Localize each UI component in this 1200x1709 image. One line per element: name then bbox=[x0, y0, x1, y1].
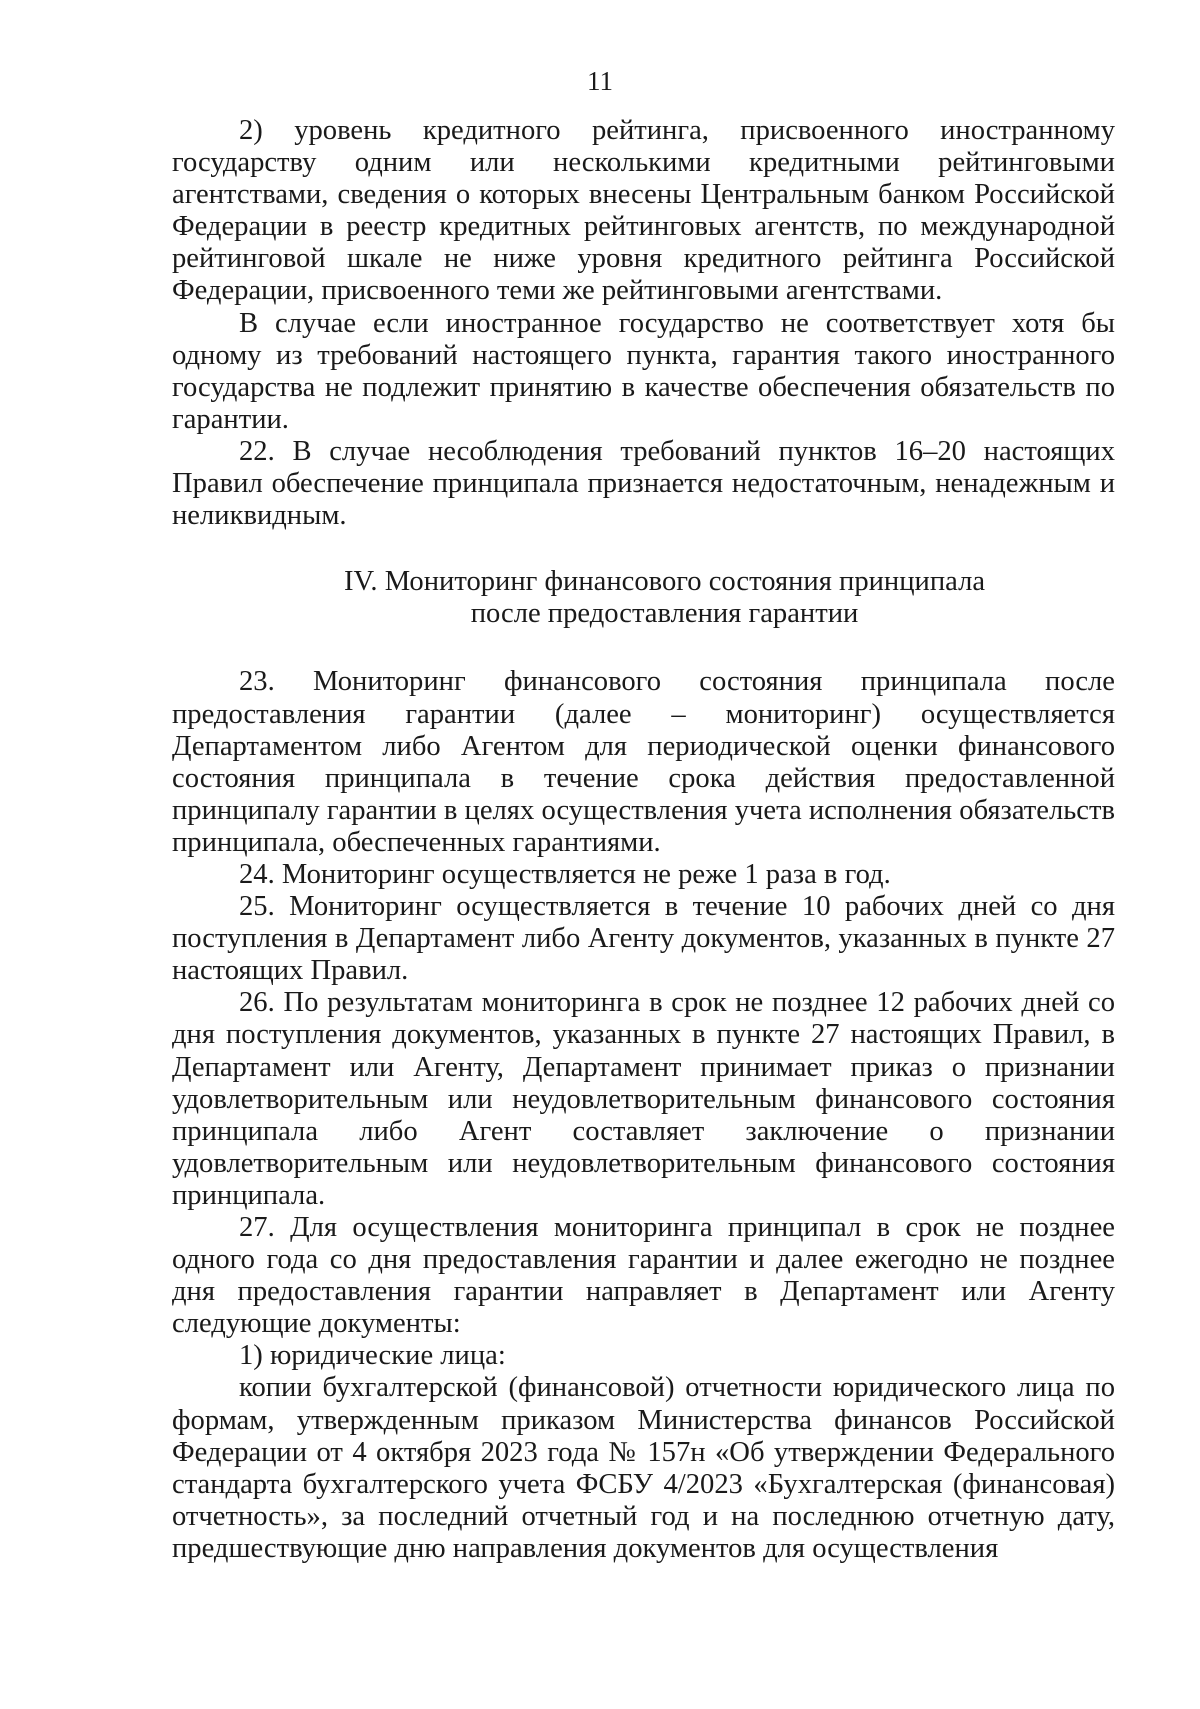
paragraph-22: 22. В случае несоблюдения требований пунктов 16–20 настоящих Правил обеспечение принципала признается недостаточным, ненадежным и неликвидным. bbox=[172, 435, 1115, 532]
paragraph-26: 26. По результатам мониторинга в срок не позднее 12 рабочих дней со дня поступления документов, указанных в пункте 27 настоящих Правил, в Департамент или Агенту, Департамент принимает приказ о признании удовлетворительным или неудовлетворительным финансового состояния принципала либо Агент составляет заключение о признании удовлетворительным или неудовлетворительным финансового состояния принципала. bbox=[172, 987, 1115, 1211]
paragraph-credit-rating: 2) уровень кредитного рейтинга, присвоенного иностранному государству одним или несколькими кредитными рейтинговыми агентствами, сведения о которых внесены Центральным банком Российской Федерации в реестр кредитных рейтинговых агентств, по международной рейтинговой шкале не ниже уровня кредитного рейтинга Российской Федерации, присвоенного теми же рейтинговыми агентствами. bbox=[172, 115, 1115, 307]
paragraph-24: 24. Мониторинг осуществляется не реже 1 раза в год. bbox=[239, 858, 891, 890]
paragraph-25: 25. Мониторинг осуществляется в течение 10 рабочих дней со дня поступления в Департамент либо Агенту документов, указанных в пункте 27 настоящих Правил. bbox=[172, 891, 1115, 987]
paragraph-financial-statements: копии бухгалтерской (финансовой) отчетности юридического лица по формам, утвержденным приказом Министерства финансов Российской Федерации от 4 октября 2023 года № 157н «Об утверждении Федерального стандарта бухгалтерского учета ФСБУ 4/2023 «Бухгалтерская (финансовая) отчетность», за последний отчетный год и на последнюю отчетную дату, предшествующие дню направления документов для осуществления bbox=[172, 1372, 1115, 1564]
section-heading-line-1: IV. Мониторинг финансового состояния принципала bbox=[343, 566, 986, 598]
paragraph-27: 27. Для осуществления мониторинга принципал в срок не позднее одного года со дня предоставления гарантии и далее ежегодно не позднее дня предоставления гарантии направляет в Департамент или Агенту следующие документы: bbox=[172, 1212, 1115, 1340]
section-heading bbox=[172, 566, 1115, 630]
paragraph-legal-entities: 1) юридические лица: bbox=[239, 1340, 506, 1372]
page-number: 11 bbox=[587, 66, 613, 96]
document-body bbox=[172, 115, 1115, 1565]
paragraph-foreign-state-guarantee: В случае если иностранное государство не соответствует хотя бы одному из требований настоящего пункта, гарантия такого иностранного государства не подлежит принятию в качестве обеспечения обязательств по гарантии. bbox=[172, 307, 1115, 435]
section-heading-line-2: после предоставления гарантии bbox=[470, 598, 859, 630]
paragraph-23: 23. Мониторинг финансового состояния принципала после предоставления гарантии (далее – мониторинг) осуществляется Департаментом либо Агентом для периодической оценки финансового состояния принципала в течение срока действия предоставленной принципалу гарантии в целях осуществления учета исполнения обязательств принципала, обеспеченных гарантиями. bbox=[172, 666, 1115, 858]
